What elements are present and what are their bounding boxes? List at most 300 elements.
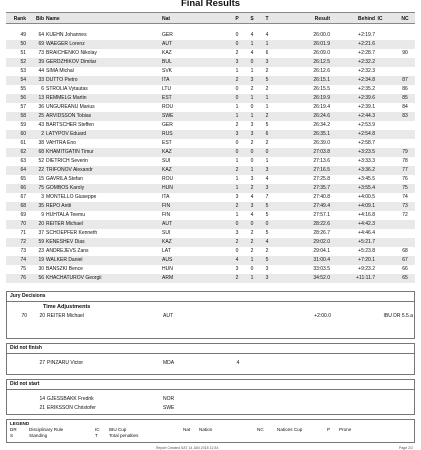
cell-nat: KAZ xyxy=(162,239,172,245)
cell-bib: 3 xyxy=(41,194,44,200)
cell-nc: 86 xyxy=(402,86,408,92)
cell-s: 1 xyxy=(250,68,254,74)
cell-nat: HUN xyxy=(162,266,173,272)
cell-s: 3 xyxy=(250,122,254,128)
cell-rank: 50 xyxy=(20,41,26,47)
legend-key: T xyxy=(95,433,98,438)
cell-p: 1 xyxy=(235,104,239,110)
cell-rank: 53 xyxy=(20,68,26,74)
cell-result: 27:35.7 xyxy=(313,185,330,191)
cell-nat: ARM xyxy=(162,275,174,281)
cell-name: HUHTALA Teemu xyxy=(46,212,85,218)
cell-bib: 75 xyxy=(38,185,44,191)
cell-nat: GER xyxy=(162,32,173,38)
header-t: T xyxy=(265,16,269,22)
cell-rank: 51 xyxy=(20,50,26,56)
results-table-header xyxy=(6,12,415,24)
cell-p: 2 xyxy=(235,275,239,281)
cell-p: 2 xyxy=(235,167,239,173)
jury-decisions-section xyxy=(6,291,415,339)
cell-name: GAVRILA Stefan xyxy=(46,176,83,182)
jury-nat: AUT xyxy=(163,313,173,319)
cell-t: 5 xyxy=(265,203,269,209)
header-nat: Nat xyxy=(162,16,171,22)
table-row xyxy=(6,274,415,283)
jury-name: REITER Michael xyxy=(47,313,84,319)
cell-s: 0 xyxy=(250,104,254,110)
dns-nat: NOR xyxy=(163,396,175,402)
cell-rank: 57 xyxy=(20,104,26,110)
cell-result: 26:35.1 xyxy=(313,131,330,137)
cell-name: ARVIDSSON Tobias xyxy=(46,113,92,119)
cell-rank: 71 xyxy=(20,230,26,236)
cell-bib: 59 xyxy=(38,239,44,245)
cell-behind: +5:23.8 xyxy=(358,248,375,254)
cell-nc: 74 xyxy=(402,194,408,200)
cell-rank: 61 xyxy=(20,140,26,146)
cell-result: 28:26.7 xyxy=(313,230,330,236)
cell-name: MONTELLO Giuseppe xyxy=(46,194,97,200)
cell-bib: 20 xyxy=(38,221,44,227)
cell-nat: BUL xyxy=(162,59,172,65)
table-row xyxy=(6,67,415,76)
cell-t: 3 xyxy=(265,59,269,65)
cell-nat: EST xyxy=(162,140,172,146)
table-row xyxy=(6,202,415,211)
cell-p: 1 xyxy=(235,158,239,164)
cell-result: 26:34.2 xyxy=(313,122,330,128)
cell-p: 2 xyxy=(235,77,239,83)
cell-bib: 6 xyxy=(41,86,44,92)
did-not-finish-heading: Did not finish xyxy=(7,344,414,354)
dnf-nat: MDA xyxy=(163,360,175,366)
cell-t: 5 xyxy=(265,212,269,218)
cell-rank: 54 xyxy=(20,77,26,83)
cell-name: VAHTRA Eno xyxy=(46,140,76,146)
cell-result: 26:15.1 xyxy=(313,77,330,83)
cell-nat: ROU xyxy=(162,104,174,110)
cell-result: 26:12.5 xyxy=(313,59,330,65)
cell-nat: ITA xyxy=(162,77,170,83)
cell-bib: 56 xyxy=(38,275,44,281)
legend-value: Prone xyxy=(339,427,352,432)
cell-behind: +3:55.4 xyxy=(358,185,375,191)
legend-value: Disciplinary Rule xyxy=(29,427,64,432)
cell-nat: SWE xyxy=(162,113,174,119)
cell-nat: SUI xyxy=(162,158,171,164)
cell-rank: 62 xyxy=(20,149,26,155)
cell-t: 3 xyxy=(265,167,269,173)
cell-result: 27:03.8 xyxy=(313,149,330,155)
table-row xyxy=(6,139,415,148)
cell-name: TRIFONOV Alexandr xyxy=(46,167,93,173)
cell-nat: LAT xyxy=(162,248,171,254)
cell-t: 1 xyxy=(265,104,269,110)
dns-bib: 14 xyxy=(39,396,45,402)
header-result: Result xyxy=(314,16,330,22)
cell-t: 4 xyxy=(265,176,269,182)
page-title: Final Results xyxy=(180,0,241,9)
cell-nat: SUI xyxy=(162,230,171,236)
cell-p: 0 xyxy=(235,149,239,155)
cell-behind: +2:32.2 xyxy=(358,59,375,65)
cell-nc: 66 xyxy=(402,266,408,272)
table-row xyxy=(6,49,415,58)
cell-t: 2 xyxy=(265,140,269,146)
cell-t: 6 xyxy=(265,131,269,137)
cell-behind: +9:23.2 xyxy=(358,266,375,272)
cell-rank: 69 xyxy=(20,212,26,218)
cell-nc: 78 xyxy=(402,158,408,164)
cell-result: 26:39.0 xyxy=(313,140,330,146)
cell-rank: 64 xyxy=(20,167,26,173)
cell-name: DUTTO Pietro xyxy=(46,77,78,83)
dns-entry-row xyxy=(7,395,414,404)
cell-result: 27:57.1 xyxy=(313,212,330,218)
cell-rank: 75 xyxy=(20,266,26,272)
table-row xyxy=(6,130,415,139)
cell-bib: 73 xyxy=(38,50,44,56)
table-row xyxy=(6,76,415,85)
dnf-entry-row xyxy=(7,359,414,368)
cell-behind: +2:28.7 xyxy=(358,50,375,56)
cell-p: 2 xyxy=(235,50,239,56)
cell-nat: SVK xyxy=(162,68,173,74)
legend-value: Standing xyxy=(29,433,48,438)
cell-name: KHAMITGATIN Timur xyxy=(46,149,94,155)
cell-p: 2 xyxy=(235,239,239,245)
page-footer xyxy=(6,446,415,450)
did-not-start-heading: Did not start xyxy=(7,380,414,390)
cell-result: 29:04.1 xyxy=(313,248,330,254)
cell-t: 2 xyxy=(265,68,269,74)
cell-nat: AUT xyxy=(162,221,172,227)
table-row xyxy=(6,121,415,130)
cell-rank: 63 xyxy=(20,158,26,164)
cell-s: 1 xyxy=(250,95,254,101)
cell-s: 1 xyxy=(250,275,254,281)
cell-behind: +2:39.1 xyxy=(358,104,375,110)
cell-result: 26:00.0 xyxy=(313,32,330,38)
cell-nc: 90 xyxy=(402,50,408,56)
cell-behind: +3:36.2 xyxy=(358,167,375,173)
cell-nc: 65 xyxy=(402,275,408,281)
cell-bib: 68 xyxy=(38,149,44,155)
cell-result: 31:00.4 xyxy=(313,257,330,263)
cell-nat: ROU xyxy=(162,176,174,182)
cell-t: 5 xyxy=(265,122,269,128)
cell-nc: 76 xyxy=(402,176,408,182)
cell-bib: 19 xyxy=(38,257,44,263)
cell-name: WALKER Daniel xyxy=(46,257,83,263)
legend-key: S xyxy=(10,433,14,438)
cell-bib: 25 xyxy=(38,113,44,119)
cell-behind: +5:21.7 xyxy=(358,239,375,245)
legend-value: Nations Cup xyxy=(277,427,303,432)
table-row xyxy=(6,247,415,256)
cell-p: 2 xyxy=(235,122,239,128)
cell-t: 5 xyxy=(265,230,269,236)
cell-behind: +2:44.3 xyxy=(358,113,375,119)
cell-behind: +4:42.3 xyxy=(358,221,375,227)
cell-t: 7 xyxy=(265,194,269,200)
cell-p: 2 xyxy=(235,203,239,209)
cell-bib: 39 xyxy=(38,59,44,65)
header-ic: IC xyxy=(377,16,383,22)
cell-p: 0 xyxy=(235,86,239,92)
cell-bib: 15 xyxy=(38,176,44,182)
cell-result: 26:19.9 xyxy=(313,95,330,101)
cell-p: 0 xyxy=(235,221,239,227)
table-row xyxy=(6,31,415,40)
cell-s: 0 xyxy=(250,266,254,272)
cell-t: 0 xyxy=(265,149,269,155)
time-adjustments-heading: Time Adjustments xyxy=(43,304,91,310)
cell-p: 0 xyxy=(235,95,239,101)
cell-nc: 87 xyxy=(402,77,408,83)
cell-behind: +3:23.5 xyxy=(358,149,375,155)
cell-name: BANSZKI Bence xyxy=(46,266,83,272)
cell-nat: AUS xyxy=(162,257,173,263)
header-s: S xyxy=(250,16,254,22)
cell-bib: 30 xyxy=(38,266,44,272)
cell-p: 0 xyxy=(235,41,239,47)
cell-p: 1 xyxy=(235,212,239,218)
cell-p: 1 xyxy=(235,176,239,182)
cell-rank: 67 xyxy=(20,194,26,200)
cell-p: 0 xyxy=(235,32,239,38)
cell-t: 2 xyxy=(265,113,269,119)
cell-t: 2 xyxy=(265,248,269,254)
cell-result: 27:49.4 xyxy=(313,203,330,209)
legend-value: IBU Cup xyxy=(109,427,127,432)
table-row xyxy=(6,211,415,220)
cell-behind: +2:32.3 xyxy=(358,68,375,74)
cell-bib: 37 xyxy=(38,230,44,236)
cell-bib: 33 xyxy=(38,77,44,83)
cell-s: 2 xyxy=(250,185,254,191)
cell-behind: +7:20.1 xyxy=(358,257,375,263)
cell-name: REPO Antti xyxy=(46,203,72,209)
dnf-name: PINZARU Victor xyxy=(47,360,84,366)
cell-nc: 72 xyxy=(402,212,408,218)
cell-nat: HUN xyxy=(162,185,173,191)
table-row xyxy=(6,58,415,67)
table-row xyxy=(6,256,415,265)
cell-rank: 65 xyxy=(20,176,26,182)
header-behind: Behind xyxy=(358,16,375,22)
cell-bib: 35 xyxy=(38,203,44,209)
cell-s: 1 xyxy=(250,257,254,263)
cell-rank: 73 xyxy=(20,248,26,254)
cell-result: 28:22.6 xyxy=(313,221,330,227)
table-row xyxy=(6,238,415,247)
cell-nat: FIN xyxy=(162,212,171,218)
legend-key: IC xyxy=(95,427,100,432)
cell-t: 3 xyxy=(265,185,269,191)
jury-adjustment: +2:00.0 xyxy=(314,313,331,319)
cell-s: 3 xyxy=(250,176,254,182)
cell-rank: 70 xyxy=(20,221,26,227)
cell-nc: 67 xyxy=(402,257,408,263)
cell-s: 3 xyxy=(250,77,254,83)
cell-t: 0 xyxy=(265,221,269,227)
dnf-p: 4 xyxy=(236,360,240,366)
cell-t: 4 xyxy=(265,239,269,245)
cell-s: 4 xyxy=(250,50,254,56)
cell-result: 27:13.6 xyxy=(313,158,330,164)
cell-name: UNGUREANU Marius xyxy=(46,104,95,110)
cell-p: 3 xyxy=(235,131,239,137)
cell-p: 3 xyxy=(235,266,239,272)
cell-s: 0 xyxy=(250,59,254,65)
cell-p: 0 xyxy=(235,248,239,254)
cell-nat: EST xyxy=(162,95,172,101)
cell-behind: +11:11.7 xyxy=(356,275,375,281)
cell-t: 2 xyxy=(265,86,269,92)
cell-bib: 43 xyxy=(38,122,44,128)
cell-s: 3 xyxy=(250,131,254,137)
cell-result: 27:16.5 xyxy=(313,167,330,173)
header-name: Name xyxy=(46,16,60,22)
cell-name: BARTSCHER Steffen xyxy=(46,122,94,128)
cell-name: ANDREJEVS Zans xyxy=(46,248,89,254)
did-not-finish-section xyxy=(6,343,415,375)
cell-result: 29:02.0 xyxy=(313,239,330,245)
cell-behind: +2:35.2 xyxy=(358,86,375,92)
footer-page-number: Page 2/2 xyxy=(398,446,413,450)
cell-t: 5 xyxy=(265,257,269,263)
cell-t: 3 xyxy=(265,266,269,272)
cell-s: 0 xyxy=(250,158,254,164)
cell-t: 5 xyxy=(265,77,269,83)
jury-decisions-heading: Jury Decisions xyxy=(7,292,414,302)
cell-nat: GER xyxy=(162,122,173,128)
table-row xyxy=(6,220,415,229)
legend-key: NC xyxy=(257,427,264,432)
cell-name: SIMA Michal xyxy=(46,68,74,74)
legend-key: Nat xyxy=(183,427,191,432)
cell-result: 34:52.0 xyxy=(313,275,330,281)
cell-t: 1 xyxy=(265,158,269,164)
cell-p: 1 xyxy=(235,113,239,119)
cell-name: REITER Michael xyxy=(46,221,83,227)
cell-t: 1 xyxy=(265,41,269,47)
legend-value: Total penalties xyxy=(109,433,139,438)
cell-result: 26:09.0 xyxy=(313,50,330,56)
cell-behind: +2:58.7 xyxy=(358,140,375,146)
cell-result: 33:03.5 xyxy=(313,266,330,272)
cell-s: 1 xyxy=(250,113,254,119)
table-row xyxy=(6,193,415,202)
cell-rank: 76 xyxy=(20,275,26,281)
cell-behind: +3:33.3 xyxy=(358,158,375,164)
jury-rank: 70 xyxy=(21,313,27,319)
cell-behind: +2:19.7 xyxy=(358,32,375,38)
cell-t: 6 xyxy=(265,50,269,56)
cell-p: 1 xyxy=(235,68,239,74)
table-row xyxy=(6,148,415,157)
table-row xyxy=(6,112,415,121)
footer-report-info: Report Created SAT 14 JAN 2018 12:34 xyxy=(156,446,219,450)
cell-nat: AUT xyxy=(162,41,172,47)
cell-s: 2 xyxy=(250,86,254,92)
cell-bib: 44 xyxy=(38,68,44,74)
cell-s: 4 xyxy=(250,212,254,218)
cell-nat: KAZ xyxy=(162,167,172,173)
table-row xyxy=(6,184,415,193)
cell-result: 26:01.9 xyxy=(313,41,330,47)
cell-behind: +2:53.9 xyxy=(358,122,375,128)
table-row xyxy=(6,85,415,94)
cell-nc: 79 xyxy=(402,149,408,155)
cell-bib: 38 xyxy=(38,140,44,146)
cell-nat: LTU xyxy=(162,86,172,92)
cell-bib: 22 xyxy=(38,167,44,173)
cell-bib: 23 xyxy=(38,248,44,254)
cell-behind: +2:21.6 xyxy=(358,41,375,47)
did-not-start-section xyxy=(6,379,415,415)
dns-name: GJESSBAKK Fredrik xyxy=(47,396,94,402)
cell-s: 0 xyxy=(250,221,254,227)
cell-name: KENESHEV Dias xyxy=(46,239,85,245)
cell-bib: 52 xyxy=(38,158,44,164)
legend-title: LEGEND xyxy=(10,421,30,426)
cell-result: 26:15.5 xyxy=(313,86,330,92)
dns-bib: 21 xyxy=(39,405,45,411)
cell-rank: 72 xyxy=(20,239,26,245)
cell-behind: +3:45.5 xyxy=(358,176,375,182)
table-row xyxy=(6,103,415,112)
cell-bib: 64 xyxy=(38,32,44,38)
cell-s: 1 xyxy=(250,167,254,173)
cell-s: 2 xyxy=(250,239,254,245)
cell-rank: 68 xyxy=(20,203,26,209)
cell-rank: 60 xyxy=(20,131,26,137)
cell-behind: +2:39.6 xyxy=(358,95,375,101)
cell-s: 2 xyxy=(250,230,254,236)
cell-name: WAEGER Lorenz xyxy=(46,41,85,47)
legend-key: DR xyxy=(10,427,17,432)
cell-name: KHACHATUROV Georgii xyxy=(46,275,102,281)
cell-rank: 49 xyxy=(20,32,26,38)
legend-key: P xyxy=(327,427,331,432)
header-rank: Rank xyxy=(13,16,26,22)
table-row xyxy=(6,157,415,166)
cell-nc: 83 xyxy=(402,113,408,119)
cell-p: 3 xyxy=(235,194,239,200)
cell-result: 27:25.8 xyxy=(313,176,330,182)
dns-nat: SWE xyxy=(163,405,175,411)
cell-nat: KAZ xyxy=(162,50,172,56)
cell-s: 2 xyxy=(250,140,254,146)
cell-s: 4 xyxy=(250,32,254,38)
cell-nat: KAZ xyxy=(162,149,172,155)
cell-s: 1 xyxy=(250,41,254,47)
cell-bib: 13 xyxy=(38,95,44,101)
table-row xyxy=(6,166,415,175)
cell-nc: 85 xyxy=(402,95,408,101)
cell-nat: RUS xyxy=(162,131,173,137)
cell-result: 26:12.6 xyxy=(313,68,330,74)
cell-nc: 77 xyxy=(402,167,408,173)
jury-rule: IBU DR 5.5.a xyxy=(383,313,413,319)
cell-rank: 52 xyxy=(20,59,26,65)
cell-result: 27:40.8 xyxy=(313,194,330,200)
cell-nat: ITA xyxy=(162,194,170,200)
cell-name: LATYPOV Eduard xyxy=(46,131,87,137)
cell-nc: 68 xyxy=(402,248,408,254)
